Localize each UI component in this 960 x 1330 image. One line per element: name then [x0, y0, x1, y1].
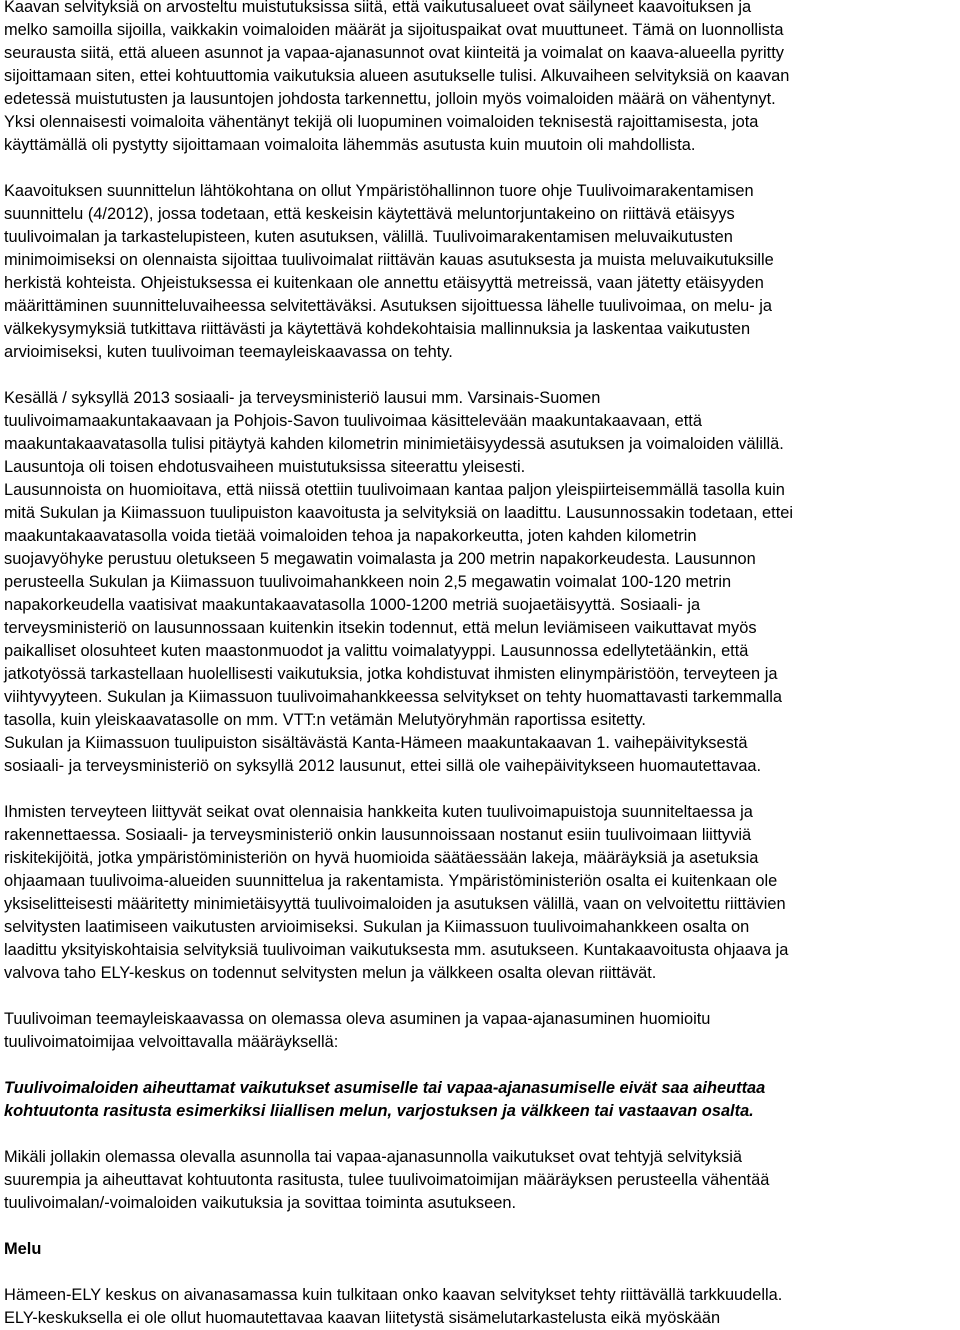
text-line: Melu — [4, 1240, 42, 1258]
para-ministry — [4, 387, 960, 479]
para-health — [4, 801, 960, 985]
para-regulation-intro — [4, 1008, 960, 1054]
text-line: ELY-keskuksella ei ole ollut huomautettavaa kaavan liitetystä sisämelutarkastelusta eikä myöskään — [4, 1309, 721, 1327]
text-line: rakennettaessa. Sosiaali- ja terveysministeriö onkin lausunnoissaan nostanut esiin tuulivoimaan liittyviä — [4, 826, 752, 844]
text-line: maakuntakaavatasolla voida tietää voimaloiden tehoa ja napakorkeutta, joten kahden kilometrin — [4, 527, 697, 545]
text-line: seurausta siitä, että alueen asunnot ja vapaa-ajanasunnot ovat kiinteitä ja voimalat on kaava-alueella pyritty — [4, 44, 784, 62]
text-line: Mikäli jollakin olemassa olevalla asunnolla tai vapaa-ajanasunnolla vaikutukset ovat tehtyjä selvityksiä — [4, 1148, 742, 1166]
text-line: jatkotyössä tarkastellaan huolellisesti vaikutuksia, jotka kohdistuvat ihmisten elinympäristöön, terveyteen ja — [4, 665, 778, 683]
text-line: terveysministeriö on lausunnossaan kuitenkin itsekin todennut, että melun leviämiseen vaikuttavat myös — [4, 619, 757, 637]
text-line: perusteella Sukulan ja Kiimassuon tuulivoimahankkeen noin 2,5 megawatin voimalat 100-120 metrin — [4, 573, 732, 591]
para-guidance — [4, 180, 960, 364]
text-line: sijoittamaan siten, ettei kohtuuttomia vaikutuksia alueen asutukselle tulisi. Alkuvaiheen selvityksiä on kaavan — [4, 67, 790, 85]
text-line: suojavyöhyke perustuu oletukseen 5 megawatin voimalasta ja 200 metrin napakorkeudesta. Lausunnon — [4, 550, 756, 568]
text-line: laadittu yksityiskohtaisia selvityksiä tuulivoiman vaikutuksesta mm. asutukseen. Kuntakaavoitusta ohjaava ja — [4, 941, 789, 959]
text-line: Kaavan selvityksiä on arvosteltu muistutuksissa siitä, että vaikutusalueet ovat säilyneet kaavoituksen ja — [4, 0, 752, 16]
text-line: valvova taho ELY-keskus on todennut selvitysten melun ja välkkeen osalta olevan riittävät. — [4, 964, 657, 982]
text-line: käyttämällä oli pystytty sijoittamaan voimaloita lähemmäs asutusta kuin muutoin oli mahdollista. — [4, 136, 696, 154]
text-line: tuulivoimamaakuntakaavaan ja Pohjois-Savon tuulivoimaa käsittelevään maakuntakaavaan, että — [4, 412, 702, 430]
text-line: mitä Sukulan ja Kiimassuon tuulipuiston kaavoitusta ja selvityksiä on laadittu. Lausunnossakin todetaan, ettei — [4, 504, 794, 522]
text-line: edetessä muistutusten ja lausuntojen johdosta tarkennettu, jolloin myös voimaloiden määrä on vähentynyt. — [4, 90, 776, 108]
para-ely — [4, 1284, 960, 1330]
document-page — [4, 0, 960, 1330]
text-line: Hämeen-ELY keskus on aivanasamassa kuin tulkitaan onko kaavan selvitykset tehty riittävällä tarkkuudella. — [4, 1286, 783, 1304]
text-line: napakorkeudella vaatisivat maakuntakaavatasolla 1000-1200 metriä suojaetäisyyttä. Sosiaali- ja — [4, 596, 701, 614]
para-reduction — [4, 1146, 960, 1215]
text-line: Sukulan ja Kiimassuon tuulipuiston sisältävästä Kanta-Hämeen maakuntakaavan 1. vaihepäivityksestä — [4, 734, 748, 752]
text-line: yksiselitteisesti määritetty minimietäisyyttä tuulivoimaloiden ja asutuksen välillä, vaan on velvoitettu riittävien — [4, 895, 786, 913]
text-line: Kesällä / syksyllä 2013 sosiaali- ja terveysministeriö lausui mm. Varsinais-Suomen — [4, 389, 601, 407]
para-statements — [4, 479, 960, 778]
text-line: Kaavoituksen suunnittelun lähtökohtana on ollut Ympäristöhallinnon tuore ohje Tuulivoimarakentamisen — [4, 182, 754, 200]
text-line: Lausuntoja oli toisen ehdotusvaiheen muistutuksissa siteerattu yleisesti. — [4, 458, 526, 476]
text-line: tuulivoimalan/-voimaloiden vaikutuksia ja sovittaa toiminta asutukseen. — [4, 1194, 517, 1212]
text-line: tuulivoimalan ja tarkastelupisteen, kuten asutuksen, välillä. Tuulivoimarakentamisen meluvaikutusten — [4, 228, 733, 246]
text-line: paikalliset olosuhteet kuten maastonmuodot ja valittu voimalatyyppi. Lausunnossa edellytetäänkin, että — [4, 642, 749, 660]
text-line: arvioimiseksi, kuten tuulivoiman teemayleiskaavassa on tehty. — [4, 343, 453, 361]
text-line: kohtuutonta rasitusta esimerkiksi liiallisen melun, varjostuksen ja välkkeen tai vastaavan osalta. — [4, 1102, 754, 1120]
para-intro — [4, 0, 960, 157]
text-line: Ihmisten terveyteen liittyvät seikat ovat olennaisia hankkeita kuten tuulivoimapuistoja suunniteltaessa ja — [4, 803, 753, 821]
text-line: Lausunnoista on huomioitava, että niissä otettiin tuulivoimaan kantaa paljon yleispiirteisemmällä tasolla kuin — [4, 481, 785, 499]
text-line: tasolla, kuin yleiskaavatasolle on mm. VTT:n vetämän Melutyöryhmän raportissa esitetty. — [4, 711, 646, 729]
text-line: viihtyvyyteen. Sukulan ja Kiimassuon tuulivoimahankkeessa selvitykset on tehty huomattavasti tarkemmalla — [4, 688, 783, 706]
text-line: ohjaamaan tuulivoima-alueiden suunnittelua ja rakentamista. Ympäristöministeriön osalta ei kuitenkaan ole — [4, 872, 778, 890]
text-line: minimoimiseksi on olennaista sijoittaa tuulivoimalat riittävän kauas asutuksesta ja muista meluvaikutuksille — [4, 251, 774, 269]
heading-melu — [4, 1238, 960, 1261]
text-line: Tuulivoimaloiden aiheuttamat vaikutukset asumiselle tai vapaa-ajanasumiselle eivät saa aiheuttaa — [4, 1079, 766, 1097]
para-regulation — [4, 1077, 960, 1123]
text-line: selvitysten laatimiseen vaikutusten arvioimiseksi. Sukulan ja Kiimassuon tuulivoimahankkeen osalta on — [4, 918, 750, 936]
text-line: suunnittelu (4/2012), jossa todetaan, että keskeisin käytettävä meluntorjuntakeino on riittävä etäisyys — [4, 205, 735, 223]
text-line: Tuulivoiman teemayleiskaavassa on olemassa oleva asuminen ja vapaa-ajanasuminen huomioitu — [4, 1010, 711, 1028]
text-line: suurempia ja aiheuttavat kohtuutonta rasitusta, tulee tuulivoimatoimijan määräyksen perusteella vähentää — [4, 1171, 770, 1189]
text-line: maakuntakaavatasolla tulisi pitäytyä kahden kilometrin minimietäisyydessä asutuksen ja voimaloiden välillä. — [4, 435, 784, 453]
text-line: Yksi olennaisesti voimaloita vähentänyt tekijä oli luopuminen voimaloiden teknisestä rajoittamisesta, jota — [4, 113, 759, 131]
text-line: riskitekijöitä, jotka ympäristöministeriön on hyvä huomioida säätäessään lakeja, määräyksiä ja asetuksia — [4, 849, 759, 867]
text-line: tuulivoimatoimijaa velvoittavalla määräyksellä: — [4, 1033, 339, 1051]
text-line: määrittäminen suunnitteluvaiheessa selvitettäväksi. Asutuksen sijoittuessa lähelle tuulivoimaa, on melu- ja — [4, 297, 773, 315]
text-line: sosiaali- ja terveysministeriö on syksyllä 2012 lausunut, ettei sillä ole vaihepäivitykseen huomautettavaa. — [4, 757, 762, 775]
text-line: herkistä kohteista. Ohjeistuksessa ei kuitenkaan ole annettu etäisyyttä metreissä, vaan jätetty etäisyyden — [4, 274, 764, 292]
text-line: välkekysymyksiä tutkittava riittävästi ja käytettävä kohdekohtaisia mallinnuksia ja laskentaa vaikutusten — [4, 320, 751, 338]
text-line: melko samoilla sijoilla, vaikkakin voimaloiden määrät ja sijoituspaikat ovat muuttuneet. Tämä on luonnollista — [4, 21, 784, 39]
